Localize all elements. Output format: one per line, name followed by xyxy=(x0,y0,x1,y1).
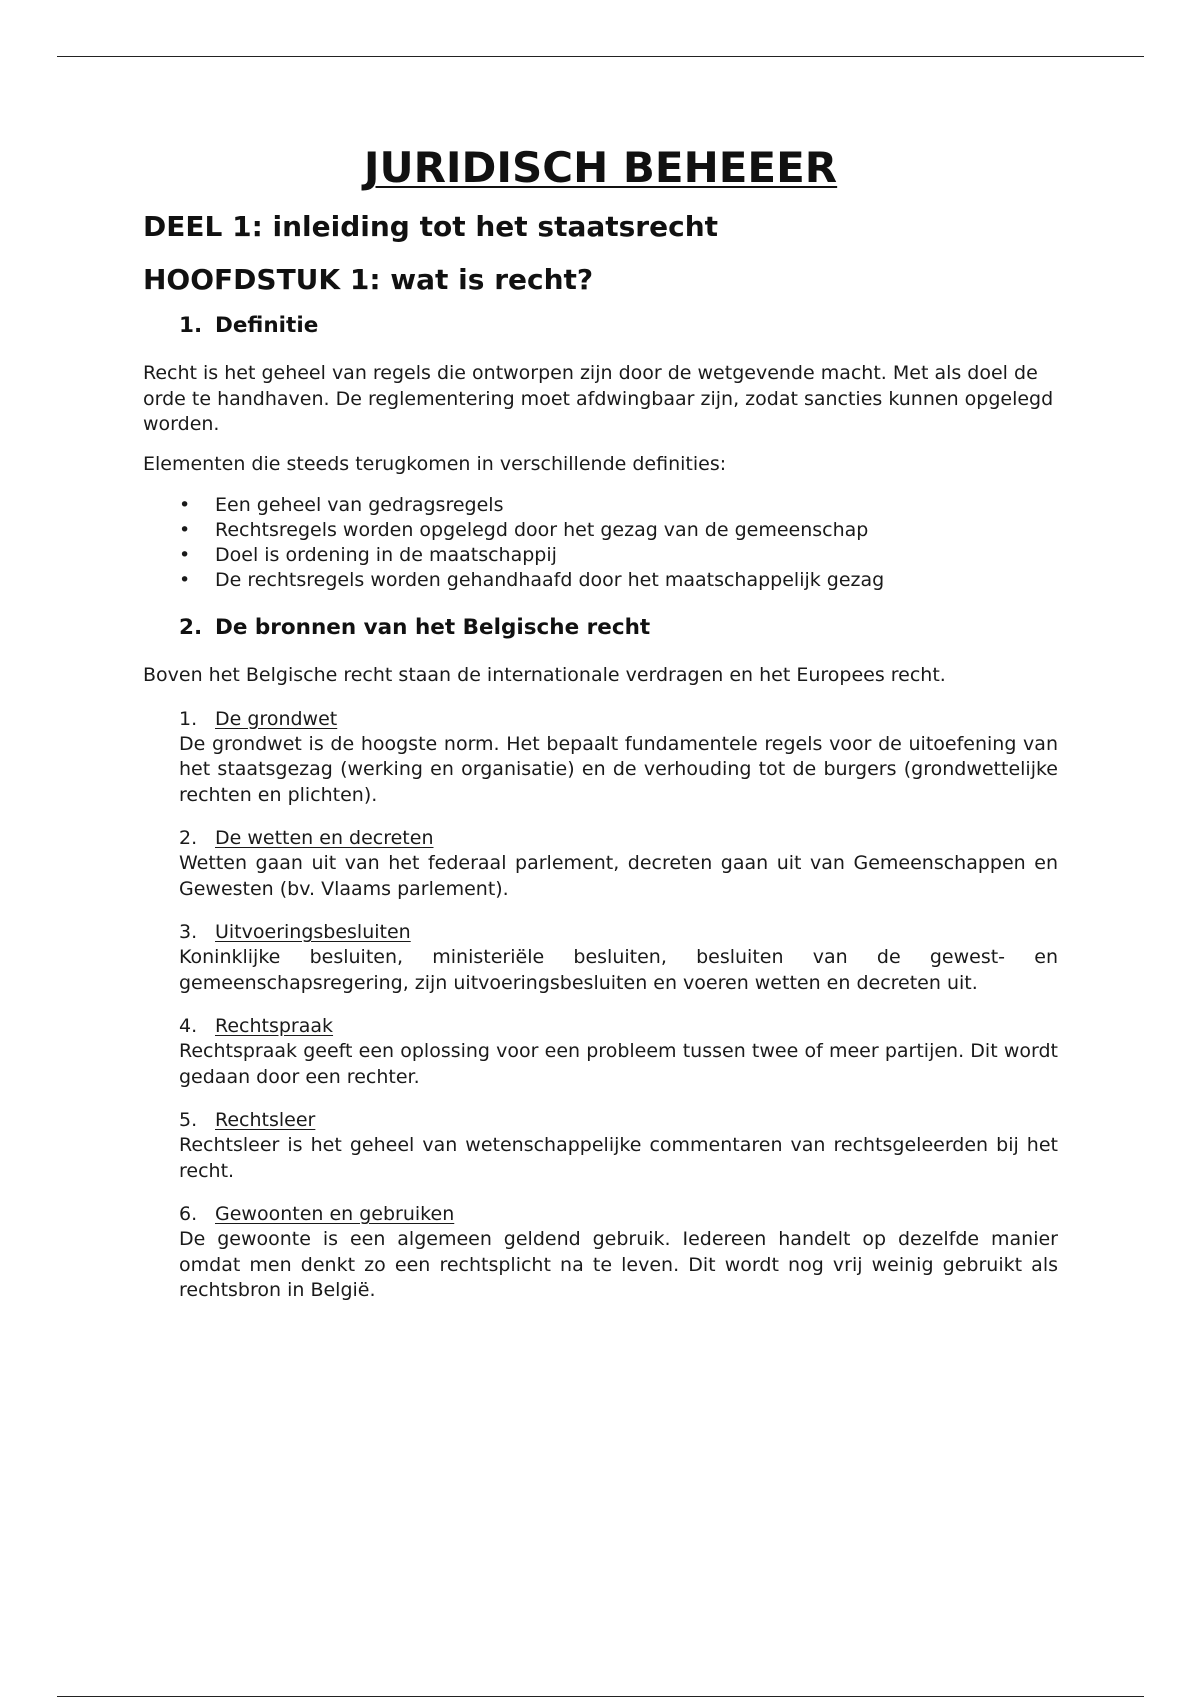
source-label: Rechtsleer xyxy=(215,1109,316,1131)
source-item-rechtsleer xyxy=(179,1108,1058,1184)
definition-elements-list xyxy=(179,493,1058,593)
source-text: Wetten gaan uit van het federaal parlement, decreten gaan uit van Gemeenschappen en Gewesten (bv. Vlaams parlement). xyxy=(179,852,1058,900)
source-item-gewoonten xyxy=(179,1202,1058,1304)
bullet-icon: • xyxy=(179,519,191,541)
source-text: Rechtsleer is het geheel van wetenschappelijke commentaren van rechtsgeleerden bij het recht. xyxy=(179,1134,1058,1182)
source-number: 3. xyxy=(179,921,198,943)
page-top-rule xyxy=(57,56,1144,57)
section-title-text: Definitie xyxy=(215,313,319,338)
source-label: Rechtspraak xyxy=(215,1015,334,1037)
list-item xyxy=(179,568,1058,593)
section-heading-bronnen xyxy=(179,613,1058,643)
source-label: Gewoonten en gebruiken xyxy=(215,1203,455,1225)
source-item-grondwet xyxy=(179,707,1058,809)
section-heading-definitie xyxy=(179,311,1058,341)
source-text: Rechtspraak geeft een oplossing voor een probleem tussen twee of meer partijen. Dit wordt gedaan door een rechter. xyxy=(179,1040,1058,1088)
list-item xyxy=(179,493,1058,518)
document-title: JURIDISCH BEHEEER xyxy=(363,143,838,192)
definition-paragraph: Recht is het geheel van regels die ontworpen zijn door de wetgevende macht. Met als doel de orde te handhaven. De reglementering moet afdwingbaar zijn, zodat sancties kunnen opgelegd worden. xyxy=(143,362,1054,435)
source-text: De gewoonte is een algemeen geldend gebruik. Iedereen handelt op dezelfde manier omdat men denkt zo een rechtsplicht na te leven. Dit wordt nog vrij weinig gebruikt als rechtsbron in België. xyxy=(179,1228,1058,1301)
source-text: Koninklijke besluiten, ministeriële besluiten, besluiten van de gewest- en gemeenschapsregering, zijn uitvoeringsbesluiten en voeren wetten en decreten uit. xyxy=(179,946,1058,994)
source-number: 2. xyxy=(179,827,198,849)
list-item-text: Doel is ordening in de maatschappij xyxy=(215,544,557,566)
document-body xyxy=(143,140,1058,1304)
source-number: 1. xyxy=(179,707,198,730)
list-item-text: Rechtsregels worden opgelegd door het gezag van de gemeenschap xyxy=(215,519,869,541)
source-label: De wetten en decreten xyxy=(215,827,434,849)
source-item-uitvoeringsbesluiten xyxy=(179,920,1058,996)
elements-intro-paragraph: Elementen die steeds terugkomen in verschillende definities: xyxy=(143,452,727,475)
source-item-rechtspraak xyxy=(179,1014,1058,1090)
list-item xyxy=(179,543,1058,568)
sources-intro-paragraph: Boven het Belgische recht staan de internationale verdragen en het Europees recht. xyxy=(143,664,946,686)
section-title-text: De bronnen van het Belgische recht xyxy=(215,615,651,640)
bullet-icon: • xyxy=(179,569,191,591)
source-number: 5. xyxy=(179,1109,198,1131)
source-label: Uitvoeringsbesluiten xyxy=(215,921,411,943)
bullet-icon: • xyxy=(179,494,191,516)
bullet-icon: • xyxy=(179,544,191,566)
list-item-text: Een geheel van gedragsregels xyxy=(215,494,504,516)
source-number: 4. xyxy=(179,1015,198,1037)
part-title: DEEL 1: inleiding tot het staatsrecht xyxy=(143,210,719,243)
list-item-text: De rechtsregels worden gehandhaafd door het maatschappelijk gezag xyxy=(215,569,885,591)
source-number: 6. xyxy=(179,1203,198,1225)
section-number: 1. xyxy=(179,313,203,338)
section-number: 2. xyxy=(179,615,203,640)
chapter-title: HOOFDSTUK 1: wat is recht? xyxy=(143,263,594,296)
source-label: De grondwet xyxy=(215,707,338,730)
page-bottom-rule xyxy=(57,1696,1144,1697)
list-item xyxy=(179,518,1058,543)
source-item-wetten-decreten xyxy=(179,826,1058,902)
source-text: De grondwet is de hoogste norm. Het bepaalt fundamentele regels voor de uitoefening van het staatsgezag (werking en organisatie) en de verhouding tot de burgers (grondwettelijke rechten en plichten). xyxy=(179,732,1058,806)
